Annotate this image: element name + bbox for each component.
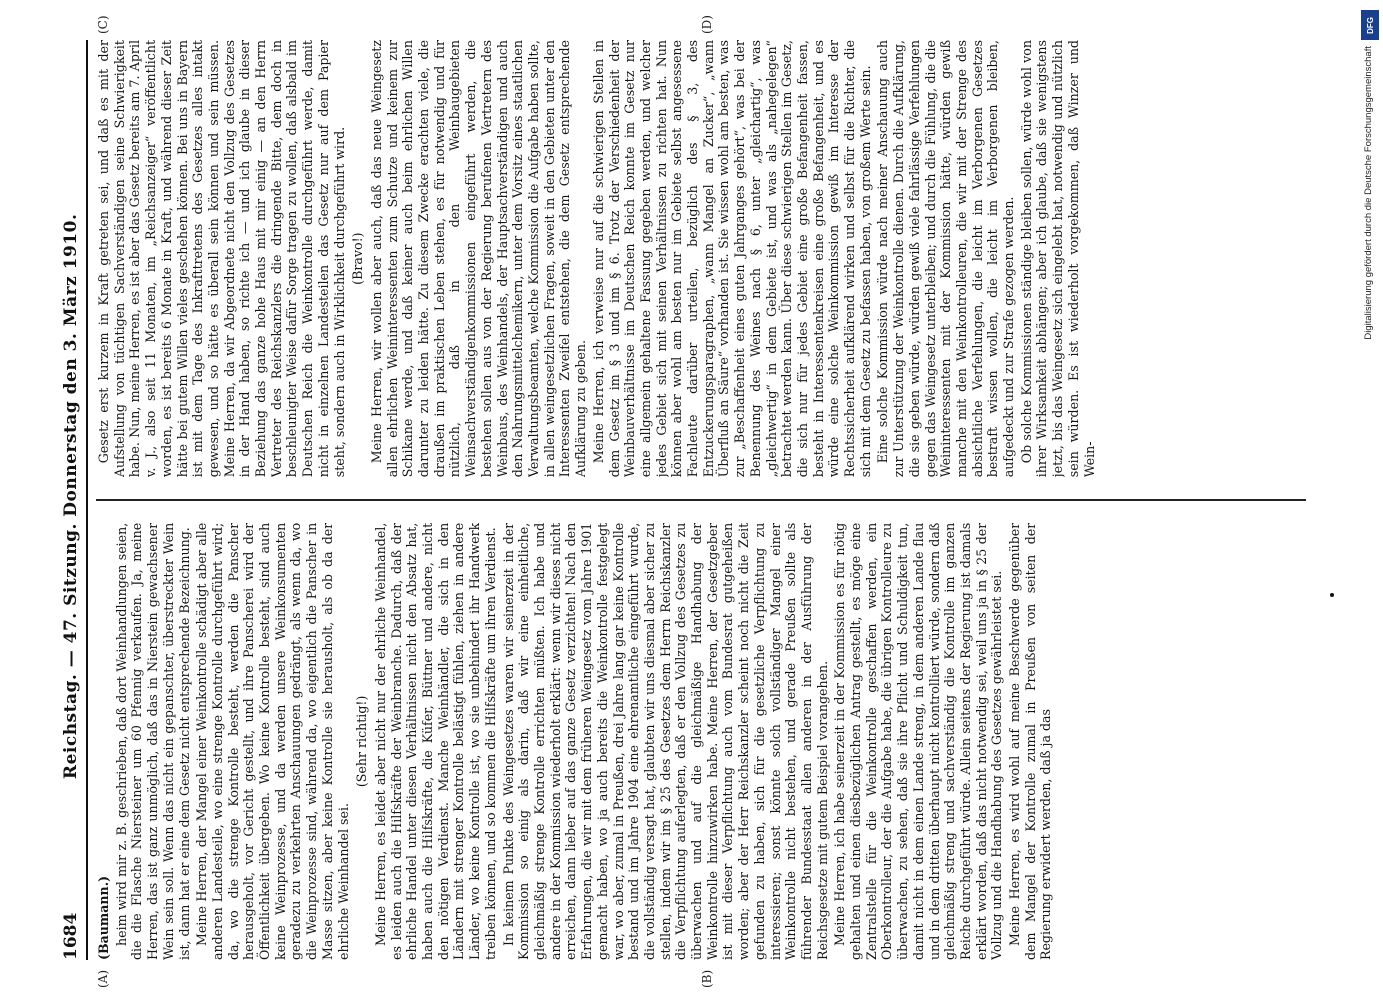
paragraph: Meine Herren, es wird wohl auf meine Beschwerde gegenüber dem Mangel der Kontrolle zumal in Preußen von seiten der Regierung erwidert werden, daß ja das bbox=[1007, 522, 1054, 960]
paragraph: Gesetz erst kurzem in Kraft getreten sei, und daß es mit der Aufstellung von tüchtigen Sachverständigen seine Schwierigkeit habe. Nun, meine Herren, es ist aber das Gesetz bereits am 7. April v. J., also seit 11 Monaten, im „Reichsanzeiger“ veröffentlicht worden, es ist bereits 6 Monate in Kraft, und während dieser Zeit hätte bei gutem Willen vieles geschehen können. Bei uns in Bayern ist mit dem Tage des Inkrafttretens des Gesetzes alles intakt gewesen, und so hätte es überall sein können und sein müssen. Meine Herren, da wir Abgeordnete nicht den Vollzug des Gesetzes in der Hand haben, so richte ich — und ich glaube in dieser Beziehung das ganze hohe Haus mit mir einig — an den Herrn Vertreter des Reichskanzlers die dringende Bitte, dem doch in beschleunigter Weise dafür Sorge tragen zu wollen, daß alsbald im Deutschen Reich die Weinkontrolle durchgeführt werde, damit nicht in einzelnen Landesteilen das Gesetz nur auf dem Papier steht, sondern auch in Wirklichkeit durchgeführt wird. bbox=[96, 40, 347, 478]
paragraph: Meine Herren, ich verweise nur auf die schwierigen Stellen in dem Gesetz im § 3 und im § 6. Trotz der Verschiedenheit der Weinbauverhältnisse im Deutschen Reich konnte im Gesetz nur eine allgemein gehaltene Fassung gegeben werden, und welcher jedes Gebiet sich mit seinen Verhältnissen zu richten hat. Nun können aber wohl am besten nur im Gebiete selbst angesessene Fachleute darüber urteilen, bezüglich des § 3, des Entzuckerungsparagraphen, „wann Mangel an Zucker“, „wann Überfluß an Säure“ vorhanden ist. Sie wissen wohl am besten, was zur „Beschaffenheit eines guten Jahrganges gehört“, was bei der Benennung des Weines nach § 6, unter „gleichartig“, was „gleichwertig“ in dem Gebiete ist, und was als „nahegelegen“ betrachtet werden kann. Über diese schwierigen Stellen im Gesetz, die sich nur für jedes Gebiet eine große Befangenheit fassen, besteht in Interessentenkreisen eine große Befangenheit, und es würde eine solche Weinkommission gewiß im Interesse der Rechtssicherheit aufklärend wirken und selbst für die Richter, die sich mit dem Gesetz zu befassen haben, von großem Werte sein. bbox=[590, 40, 873, 478]
paragraph: heim wird mir z. B. geschrieben, daß dort Weinhandlungen seien, die die Flasche Niersteiner um 60 Pfennig verkaufen. Ja, meine Herren, das ist ganz unmöglich, daß das in Nierstein gewachsener Wein sein soll. Wenn das nicht ein gepanschter, überstreckter Wein ist, dann hat er eine dem Gesetz nicht entsprechende Bezeichnung. bbox=[113, 522, 192, 960]
digitization-note-text: Digitalisierung gefördert durch die Deutsche Forschungsgemeinschaft bbox=[1362, 46, 1374, 340]
text-columns bbox=[96, 40, 1306, 960]
dfg-logo-text: DFG bbox=[1365, 16, 1375, 34]
page-header bbox=[56, 40, 88, 960]
page-title: Reichstag. — 47. Sitzung. Donnerstag den 3. März 1910. bbox=[61, 213, 81, 780]
right-column bbox=[96, 40, 1306, 477]
paragraph: Meine Herren, wir wollen aber auch, daß das neue Weingesetz allen ehrlichen Weininteressenten zum Schutze und keinem zur Schikane werde, und daß keiner auch beim ehrlichen Willen darunter zu leiden hätte. Zu diesem Zwecke erachten viele, die draußen im praktischen Leben stehen, es für notwendig und für nützlich, daß in den Weinbaugebieten Weinsachverständigenkommissionen eingeführt werden, die bestehen sollen aus von der Regierung berufenen Vertretern des Weinbaus, des Weinhandels, der Hauptsachverständigen und auch den Nahrungsmittelchemikern, unter dem Vorsitz eines staatlichen Verwaltungsbeamten, welche Kommission die Aufgabe haben sollte, in allen weingesetzlichen Fragen, soweit in den Gebieten unter den Interessenten Zweifel entstehen, die dem Gesetz entsprechende Aufklärung zu geben. bbox=[368, 40, 589, 478]
marker-c: (C) bbox=[96, 15, 110, 34]
marker-d: (D) bbox=[700, 15, 714, 34]
interjection: (Sehr richtig!) bbox=[354, 695, 370, 788]
column-divider bbox=[96, 499, 1306, 501]
digitization-note bbox=[1359, 46, 1377, 606]
paragraph: Ob solche Kommissionen ständige bleiben sollen, würde wohl von ihrer Wirksamkeit abhängen; aber ich glaube, daß sie wenigstens jetzt, bis das Weingesetz sich eingelebt hat, notwendig und nützlich sein würden. Es ist wiederholt vorgekommen, daß Winzer und Wein- bbox=[1018, 40, 1097, 478]
interjection: (Bravo!) bbox=[350, 232, 366, 285]
speaker-name: (Baumann.) bbox=[96, 875, 111, 960]
marker-b: (B) bbox=[700, 969, 714, 988]
dfg-logo bbox=[1361, 10, 1379, 40]
page-number: 1684 bbox=[61, 912, 81, 960]
paragraph: Eine solche Kommission würde nach meiner Anschauung auch zur Unterstützung der Weinkontrolle dienen. Durch die Aufklärung, die sie geben würde, würden gewiß viele fahrlässige Verfehlungen gegen das Weingesetz unterbleiben; und durch die Fühlung, die die Weininteressenten mit der Kommission hätte, würden gewiß manche mit den Weinkontrolleuren, die wir mit der Strenge des absichtliche Verfehlungen, die leicht im Verborgenen Gesetzes bestraft wissen wollen, die leicht im Verborgenen bleiben, aufgedeckt und zur Strafe gezogen werden. bbox=[875, 40, 1017, 478]
paragraph: In keinem Punkte des Weingesetzes waren wir seinerzeit in der Kommission so einig als darin, daß wir eine einheitliche, gleichmäßig strenge Kontrolle errichten müßten. Ich habe und andere in der Kommission wiederholt erklärt: wenn wir dieses nicht erreichen, dann lieber auf das ganze Gesetz verzichten! Nach den Erfahrungen, die wir mit dem früheren Weingesetz vom Jahre 1901 gemacht haben, wo ja auch bereits die Weinkontrolle festgelegt war, wo aber, zumal in Preußen, drei Jahre lang gar keine Kontrolle bestand und im Jahre 1904 eine ehrenamtliche eingeführt wurde, die vollständig versagt hat, glaubten wir uns diesmal aber sicher zu stellen, indem wir im § 25 des Gesetzes dem Herrn Reichskanzler die Verpflichtung auferlegten, daß er den Vollzug des Gesetzes zu überwachen und auf die gleichmäßige Handhabung der Weinkontrolle hinzuwirken habe. Meine Herren, der Gesetzgeber ist mit dieser Verpflichtung auch vom Bundesrat gutgeheißen worden; aber der Herr Reichskanzler scheint noch nicht die Zeit gefunden zu haben, sich für die gesetzliche Verpflichtung zu interessieren; sonst könnte solch vollständiger Mangel einer Weinkontrolle nicht bestehen, und gerade Preußen sollte als führender Bundesstaat allen anderen in der Ausführung der Reichsgesetze mit gutem Beispiel vorangehen. bbox=[500, 522, 830, 960]
left-column bbox=[96, 523, 1306, 960]
marker-a: (A) bbox=[96, 969, 110, 988]
ink-speck bbox=[1330, 593, 1334, 597]
paragraph: Meine Herren, es leidet aber nicht nur der ehrliche Weinhandel, es leiden auch die Hilfskräfte der Weinbranche. Dadurch, daß der ehrliche Handel unter diesen Verhältnissen nicht den Absatz hat, haben auch die Hilfskräfte, die Küfer, Büttner und andere, nicht den nötigen Verdienst. Manche Weinhändler, die sich in den Ländern mit strenger Kontrolle belästigt fühlen, ziehen in andere Länder, wo keine Kontrolle ist, wo sie unbehindert ihr Handwerk treiben können, und so kommen die Hilfskräfte um ihren Verdienst. bbox=[372, 522, 498, 960]
paragraph: Meine Herren, ich habe seinerzeit in der Kommission es für nötig gehalten und einen diesbezüglichen Antrag gestellt, es möge eine Zentralstelle für die Weinkontrolle geschaffen werden, ein Oberkontrolleur, der die Aufgabe habe, die übrigen Kontrolleure zu überwachen, zu sehen, daß sie ihre Pflicht und Schuldigkeit tun, damit nicht in dem einen Lande streng, in dem anderen Lande flau und in dem dritten überhaupt nicht kontrolliert würde, sondern daß gleichmäßig streng und sachverständig die Kontrolle im ganzen Reiche durchgeführt würde. Allein seitens der Regierung ist damals erklärt worden, daß das nicht notwendig sei, weil uns ja in § 25 der Vollzug und die Handhabung des Gesetzes gewährleistet sei. bbox=[832, 522, 1005, 960]
paragraph: Meine Herren, der Mangel einer Weinkontrolle schädigt aber alle anderen Landesteile, wo eine strenge Kontrolle durchgeführt wird; da, wo die strenge Kontrolle besteht, werden die Panscher herausgeholt, vor Gericht gestellt, und ihre Panscherei wird der Öffentlichkeit übergeben. Wo keine Kontrolle besteht, sind auch keine Weinprozesse, und da werden unsere Weinkonsumenten geradezu zu verkehrten Anschauungen gedrängt, als wenn da, wo die Weinprozesse sind, während da, wo eigentlich die Panscher in Masse sitzen, aber keine Kontrolle sie herausholt, als ob da der ehrliche Weinhandel sei. bbox=[194, 522, 351, 960]
